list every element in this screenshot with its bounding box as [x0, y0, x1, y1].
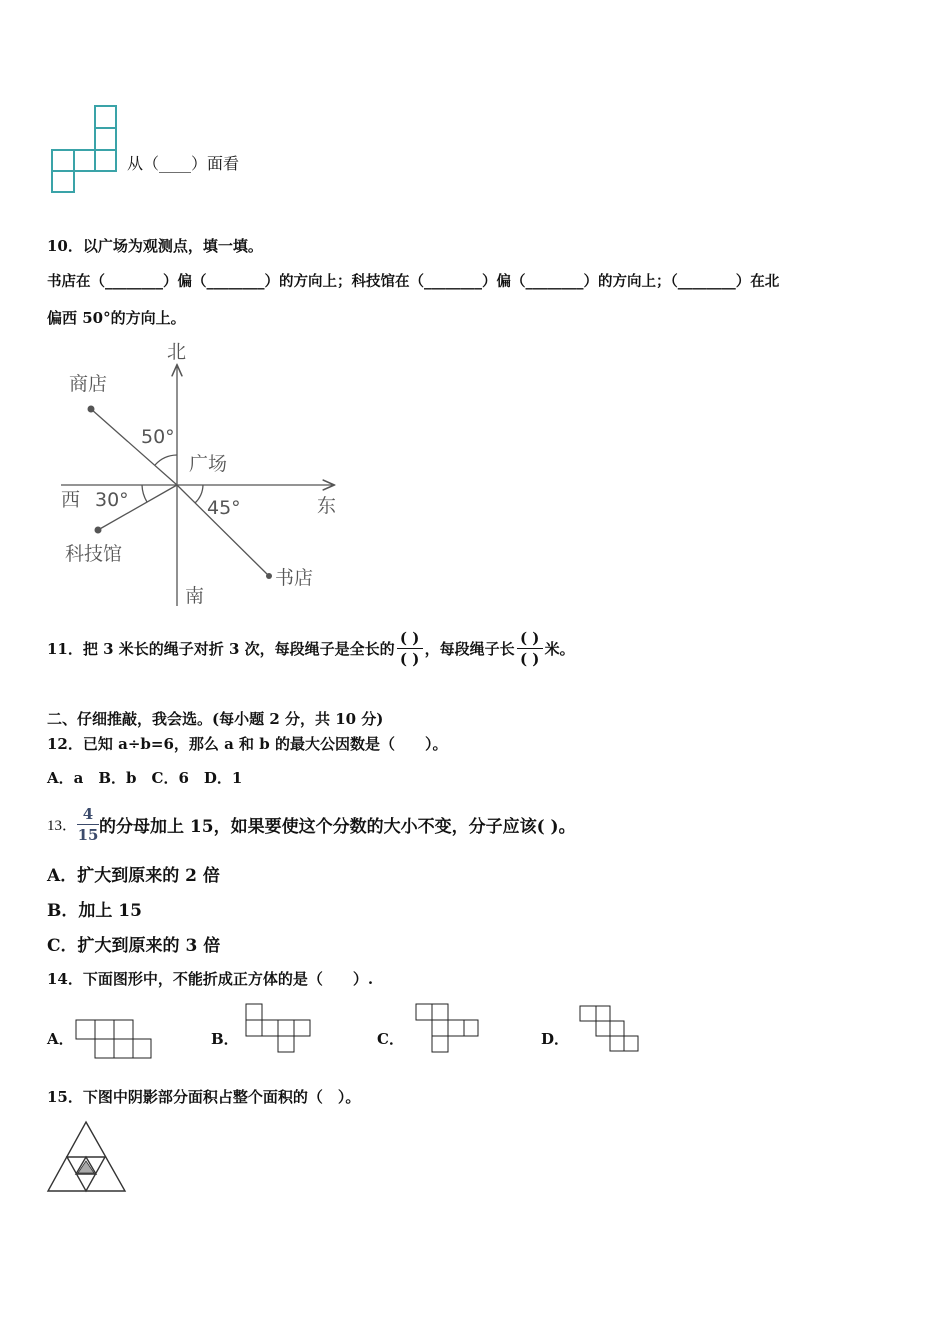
- q11-part2: ，每段绳子长: [424, 639, 515, 658]
- q14-net-a: [74, 1018, 154, 1060]
- north-label: 北: [167, 341, 187, 363]
- q13-option-b: B．加上 15: [47, 901, 142, 921]
- center-label: 广场: [189, 453, 228, 475]
- q13-option-a: A．扩大到原来的 2 倍: [47, 866, 220, 886]
- angle-arc-shop: [155, 455, 177, 465]
- q9-cube-view-figure: [48, 104, 120, 194]
- q14-net-d: [578, 1004, 642, 1054]
- q11-fraction2: [517, 629, 543, 668]
- q14-label-c: C．: [377, 1030, 404, 1048]
- angle-arc-museum: [142, 485, 147, 502]
- q15-question: 15．下图中阴影部分面积占整个面积的（ ）。: [47, 1088, 361, 1106]
- q11-frac1-num: ( ): [399, 628, 420, 647]
- q11-frac2-num: ( ): [519, 628, 540, 647]
- q13-question: [47, 796, 576, 852]
- q10-direction-diagram: [55, 338, 355, 610]
- q11-part1: 11．把 3 米长的绳子对折 3 次，每段绳子是全长的: [47, 639, 395, 658]
- q9-fill-text: 从（____）面看: [127, 154, 240, 173]
- angle-museum-label: 30°: [95, 489, 129, 511]
- q15-triangle-figure: [46, 1118, 128, 1194]
- q13-frac-num: 4: [82, 804, 94, 823]
- angle-bookstore-label: 45°: [207, 497, 241, 519]
- q13-fraction: [77, 805, 99, 844]
- angle-shop-label: 50°: [141, 426, 175, 448]
- q10-line2: 偏西 50°的方向上。: [47, 309, 186, 327]
- q14-label-d: D．: [541, 1030, 570, 1048]
- q14-net-c: [414, 1002, 480, 1054]
- q12-options: A．a B．b C．6 D．1: [47, 769, 243, 787]
- q11-fraction1: [397, 629, 423, 668]
- q13-text: 的分母加上 15，如果要使这个分数的大小不变，分子应该( )。: [99, 816, 576, 837]
- west-label: 西: [61, 489, 81, 511]
- q11-part3: 米。: [544, 639, 575, 658]
- museum-label: 科技馆: [65, 543, 123, 565]
- q11-frac1-den: ( ): [399, 649, 420, 668]
- shop-label: 商店: [69, 373, 108, 395]
- south-label: 南: [185, 585, 205, 607]
- q14-label-b: B．: [211, 1030, 239, 1048]
- q10-line1: 书店在（________）偏（________）的方向上；科技馆在（________）偏（________）的方向上；（________）在北: [47, 273, 780, 290]
- q14-label-a: A．: [47, 1030, 74, 1048]
- bookstore-label: 书店: [275, 567, 314, 589]
- q14-question: 14．下面图形中，不能折成正方体的是（ ）.: [47, 970, 374, 988]
- q14-net-b: [244, 1002, 314, 1054]
- q13-number: 13．: [47, 817, 78, 834]
- section2-title: 二、仔细推敲，我会选。(每小题 2 分，共 10 分): [47, 710, 384, 728]
- east-label: 东: [317, 495, 337, 517]
- q13-option-c: C．扩大到原来的 3 倍: [47, 936, 221, 956]
- q11-question: [47, 620, 575, 676]
- q12-question: 12．已知 a÷b=6，那么 a 和 b 的最大公因数是（ ）。: [47, 735, 448, 753]
- angle-arc-bookstore: [195, 485, 203, 503]
- q11-frac2-den: ( ): [519, 649, 540, 668]
- q13-frac-den: 15: [77, 825, 99, 844]
- q10-title: 10．以广场为观测点，填一填。: [47, 237, 263, 255]
